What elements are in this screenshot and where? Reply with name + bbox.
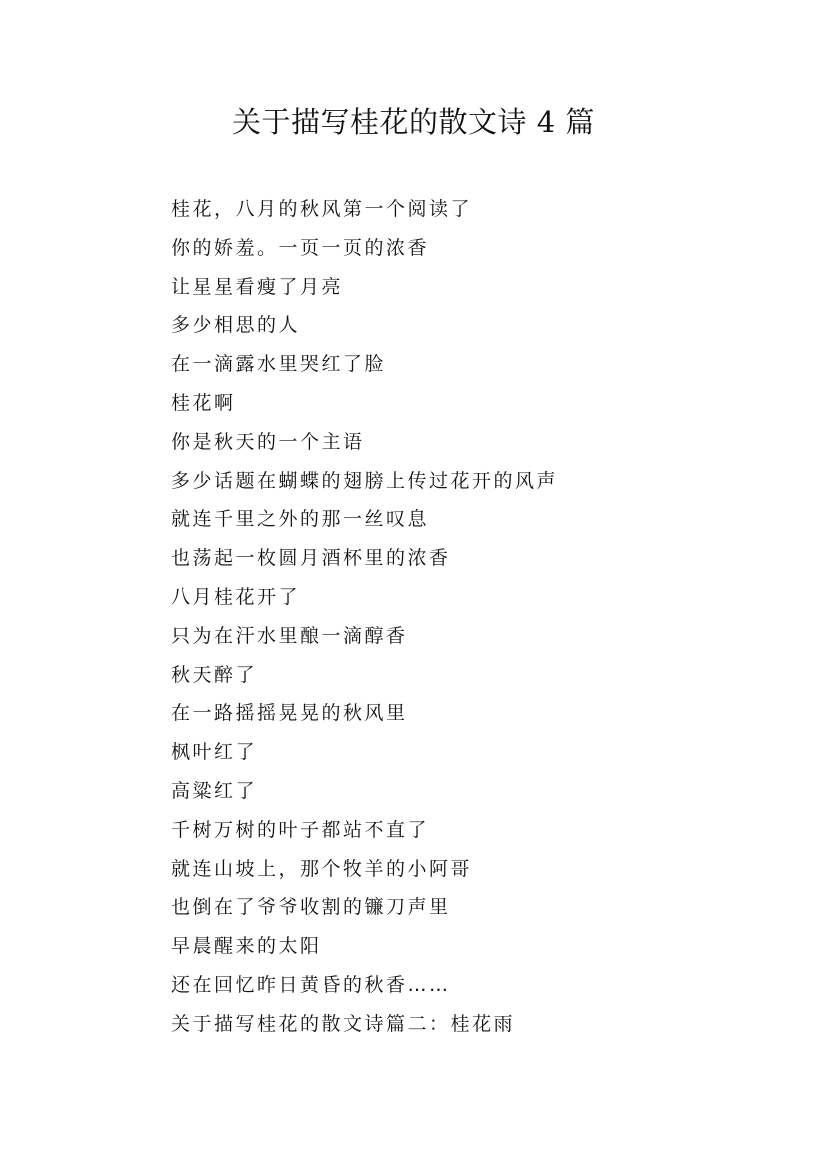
poem-line: 秋天醉了 xyxy=(171,663,258,686)
poem-line: 就连千里之外的那一丝叹息 xyxy=(171,508,430,531)
poem-line: 让星星看瘦了月亮 xyxy=(171,275,344,298)
poem-line: 在一路摇摇晃晃的秋风里 xyxy=(171,702,408,725)
poem-line: 桂花，八月的秋风第一个阅读了 xyxy=(171,198,473,220)
poem-line: 八月桂花开了 xyxy=(171,585,301,608)
poem-line: 早晨醒来的太阳 xyxy=(171,935,322,958)
poem-line: 也倒在了爷爷收割的镰刀声里 xyxy=(171,896,451,919)
poem-line: 只为在汗水里酿一滴醇香 xyxy=(171,624,408,647)
section-heading: 关于描写桂花的散文诗篇二：桂花雨 xyxy=(171,1012,516,1035)
poem-line: 也荡起一枚圆月酒杯里的浓香 xyxy=(171,547,451,570)
poem-line: 就连山坡上，那个牧羊的小阿哥 xyxy=(171,857,473,880)
poem-line: 你是秋天的一个主语 xyxy=(171,430,365,453)
poem-lines xyxy=(171,190,771,1044)
poem-line: 还在回忆昨日黄昏的秋香…… xyxy=(171,973,451,996)
poem-line: 枫叶红了 xyxy=(171,741,258,764)
poem-line: 多少话题在蝴蝶的翅膀上传过花开的风声 xyxy=(171,469,559,492)
poem-line: 在一滴露水里哭红了脸 xyxy=(171,353,387,376)
poem-line: 桂花啊 xyxy=(171,391,236,414)
poem-line: 多少相思的人 xyxy=(171,314,301,337)
document-title: 关于描写桂花的散文诗 4 篇 xyxy=(232,105,595,139)
poem-line: 高粱红了 xyxy=(171,779,258,802)
poem-line: 你的娇羞。一页一页的浓香 xyxy=(171,236,430,259)
poem-line: 千树万树的叶子都站不直了 xyxy=(171,818,430,841)
